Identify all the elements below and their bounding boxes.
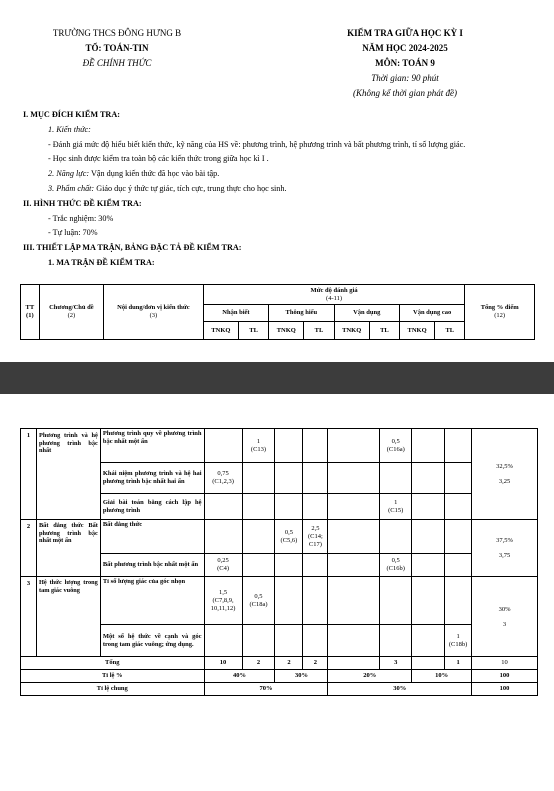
cell bbox=[303, 429, 328, 463]
tichung-total: 100 bbox=[472, 683, 538, 696]
row-2-chapter: Bất đẳng thức Bất phương trình bậc nhất một ẩn bbox=[36, 520, 100, 577]
cell bbox=[303, 577, 328, 625]
row-1-total bbox=[472, 429, 538, 520]
cell bbox=[380, 577, 412, 625]
tong-th-tl: 2 bbox=[303, 657, 328, 670]
level-nhan-biet: Nhận biết bbox=[203, 305, 268, 322]
tong-nb-tnkq: 10 bbox=[204, 657, 242, 670]
cell bbox=[412, 657, 445, 670]
cell bbox=[412, 494, 445, 520]
cell-value bbox=[242, 577, 275, 625]
cell-value bbox=[380, 554, 412, 577]
cell bbox=[242, 625, 275, 657]
section-1-3-text: Giáo dục ý thức tự giác, tích cực, trung thực cho học sinh. bbox=[94, 183, 287, 193]
section-3-title: III. THIẾT LẬP MA TRẬN, BẢNG ĐẶC TẢ ĐỀ KIỂM TRA: bbox=[23, 243, 242, 253]
row-1-tt: 1 bbox=[21, 429, 37, 520]
cell bbox=[445, 520, 472, 554]
tong-vdc-tl: 1 bbox=[445, 657, 472, 670]
cell-question: (C1,2,3) bbox=[212, 478, 234, 485]
cell bbox=[380, 463, 412, 494]
cell bbox=[380, 520, 412, 554]
tile-vd: 20% bbox=[328, 670, 412, 683]
cell bbox=[328, 657, 380, 670]
section-1-1: 1. Kiến thức: bbox=[48, 124, 91, 134]
cell-question: (C7,8,9, bbox=[212, 596, 234, 604]
cell bbox=[328, 625, 380, 657]
cell bbox=[242, 463, 275, 494]
tong-total: 10 bbox=[472, 657, 538, 670]
col-level-num: (4-11) bbox=[326, 294, 343, 302]
cell bbox=[328, 494, 380, 520]
exam-title: KIỂM TRA GIỮA HỌC KỲ I bbox=[347, 28, 463, 38]
row-3-tt: 3 bbox=[21, 577, 37, 657]
row-tichung-label: Tỉ lệ chung bbox=[21, 683, 205, 696]
cell bbox=[412, 577, 445, 625]
cell-question: (C13) bbox=[250, 445, 267, 453]
sub-tl: TL bbox=[239, 322, 269, 340]
cell-number: 1 bbox=[256, 437, 261, 445]
row-3-total-pct: 30% bbox=[498, 605, 511, 613]
section-1-2-text: Vận dụng kiến thức đã học vào bài tập. bbox=[89, 169, 220, 179]
sub-tnkq: TNKQ bbox=[334, 322, 369, 340]
cell-value bbox=[242, 429, 275, 463]
cell-value bbox=[445, 625, 472, 657]
cell bbox=[380, 625, 412, 657]
col-content bbox=[104, 285, 204, 340]
tong-nb-tl: 2 bbox=[242, 657, 275, 670]
section-2-b: - Tự luận: 70% bbox=[48, 228, 98, 238]
cell-value bbox=[380, 429, 412, 463]
cell bbox=[204, 520, 242, 554]
cell bbox=[412, 554, 445, 577]
cell bbox=[242, 520, 275, 554]
section-2-title: II. HÌNH THỨC ĐỀ KIỂM TRA: bbox=[23, 198, 142, 208]
document-body bbox=[23, 108, 538, 271]
row-3-total-pt: 3 bbox=[502, 620, 507, 628]
cell-question: (C4) bbox=[217, 565, 229, 572]
cell-value bbox=[204, 463, 242, 494]
col-chapter bbox=[39, 285, 103, 340]
school-year: NĂM HỌC 2024-2025 bbox=[362, 43, 448, 53]
col-total-num: (12) bbox=[494, 312, 506, 319]
cell bbox=[275, 554, 303, 577]
tong-th-tnkq: 2 bbox=[275, 657, 303, 670]
level-van-dung: Vận dụng bbox=[334, 305, 399, 322]
cell-number: 0,25 bbox=[217, 557, 229, 564]
time-note: (Không kể thời gian phát đề) bbox=[352, 88, 458, 98]
sub-tnkq: TNKQ bbox=[399, 322, 434, 340]
tichung-a: 70% bbox=[204, 683, 328, 696]
page-1 bbox=[0, 0, 554, 362]
row-2-tt: 2 bbox=[21, 520, 37, 577]
col-total-label: Tổng % điểm bbox=[480, 304, 519, 311]
cell-number: 0,75 bbox=[217, 470, 229, 477]
tile-vdc: 10% bbox=[412, 670, 472, 683]
cell bbox=[303, 625, 328, 657]
col-tt-num: (1) bbox=[26, 312, 34, 319]
col-tt-label: TT bbox=[25, 304, 35, 311]
row-2-total-pt: 3,75 bbox=[498, 552, 511, 559]
group-name: TỔ: TOÁN-TIN bbox=[85, 43, 149, 53]
section-1-1b: - Học sinh được kiểm tra toàn bộ các kiến thức trong giữa học kì I . bbox=[48, 154, 269, 164]
cell bbox=[204, 494, 242, 520]
col-content-num: (3) bbox=[149, 312, 158, 319]
section-1-3-label: 3. Phẩm chất: bbox=[48, 183, 95, 193]
col-level bbox=[203, 285, 465, 305]
section-1-1a: - Đánh giá mức độ hiểu biết kiến thức, kỹ năng của HS về: phương trình, hệ phương trình và bất phương trình, tỉ số lượng giác. bbox=[48, 139, 466, 149]
level-thong-hieu: Thông hiểu bbox=[269, 305, 334, 322]
cell bbox=[303, 494, 328, 520]
section-1-2 bbox=[23, 167, 538, 182]
cell bbox=[303, 463, 328, 494]
col-chapter-num: (2) bbox=[67, 312, 76, 319]
col-content-label: Nội dung/đơn vị kiến thức bbox=[117, 304, 190, 311]
page-gap bbox=[0, 362, 554, 394]
header-right bbox=[310, 26, 500, 101]
section-1-3 bbox=[23, 182, 538, 197]
cell-question: (C5,6) bbox=[280, 536, 298, 544]
cell-number: 2,5 bbox=[311, 524, 320, 532]
tong-vd-tl: 3 bbox=[380, 657, 412, 670]
sub-tl: TL bbox=[369, 322, 399, 340]
cell bbox=[445, 494, 472, 520]
cell-number: 1 bbox=[456, 632, 460, 640]
col-total bbox=[465, 285, 535, 340]
cell-number: 0,5 bbox=[254, 592, 263, 600]
row-tong-label: Tổng bbox=[21, 657, 205, 670]
row-2-total-pct: 37,5% bbox=[496, 537, 513, 544]
cell-question: (C16a) bbox=[386, 445, 405, 453]
school-name: TRƯỜNG THCS ĐÔNG HƯNG B bbox=[52, 28, 182, 38]
cell-value bbox=[204, 554, 242, 577]
row-3b-content: Một số hệ thức về cạnh và góc trong tam giác vuông; ứng dụng. bbox=[100, 625, 204, 657]
cell bbox=[412, 463, 445, 494]
cell bbox=[275, 429, 303, 463]
row-1a-content: Phương trình quy về phương trình bậc nhất một ẩn bbox=[100, 429, 204, 463]
cell-question: 10,11,12) bbox=[210, 604, 236, 612]
exam-time: Thời gian: 90 phút bbox=[371, 73, 439, 83]
cell-question: (C14; bbox=[308, 532, 323, 540]
cell-question: (C18b) bbox=[448, 640, 468, 648]
tile-nb: 40% bbox=[204, 670, 275, 683]
cell bbox=[412, 429, 445, 463]
cell bbox=[242, 554, 275, 577]
row-3a-content: Tỉ số lượng giác của góc nhọn bbox=[100, 577, 204, 625]
cell-value bbox=[380, 494, 412, 520]
cell-number: 0,5 bbox=[284, 528, 294, 536]
sub-tnkq: TNKQ bbox=[269, 322, 304, 340]
sub-tl: TL bbox=[304, 322, 334, 340]
col-chapter-label: Chương/Chủ đề bbox=[49, 304, 94, 311]
row-1-total-pct: 32,5% bbox=[496, 463, 513, 470]
row-1b-content: Khái niệm phương trình và hệ hai phương trình bậc nhất hai ẩn bbox=[100, 463, 204, 494]
cell-number: 0,5 bbox=[391, 437, 400, 445]
matrix-body-table bbox=[20, 428, 538, 696]
tichung-b: 30% bbox=[328, 683, 472, 696]
cell bbox=[275, 494, 303, 520]
section-1-title: I. MỤC ĐÍCH KIỂM TRA: bbox=[23, 110, 120, 119]
cell bbox=[445, 554, 472, 577]
cell-question: (C16b) bbox=[386, 565, 405, 572]
col-level-label: Mức độ đánh giá bbox=[310, 286, 358, 294]
row-3-chapter: Hệ thức lượng trong tam giác vuông bbox=[36, 577, 100, 657]
cell-value bbox=[275, 520, 303, 554]
cell-value bbox=[303, 520, 328, 554]
cell bbox=[445, 429, 472, 463]
cell-number: 1 bbox=[394, 498, 398, 506]
cell-question: (C15) bbox=[388, 506, 404, 514]
row-2b-content: Bất phương trình bậc nhất một ẩn bbox=[100, 554, 204, 577]
cell bbox=[328, 429, 380, 463]
header-left bbox=[22, 26, 212, 71]
row-3-total bbox=[472, 577, 538, 657]
section-2-a: - Trắc nghiệm: 30% bbox=[48, 213, 114, 223]
cell bbox=[412, 625, 445, 657]
cell bbox=[242, 494, 275, 520]
level-van-dung-cao: Vận dụng cao bbox=[399, 305, 464, 322]
cell bbox=[204, 429, 242, 463]
cell bbox=[445, 577, 472, 625]
official-label: ĐỀ CHÍNH THỨC bbox=[82, 58, 152, 68]
tile-total: 100 bbox=[472, 670, 538, 683]
row-tile-label: Tỉ lệ % bbox=[21, 670, 205, 683]
cell bbox=[445, 463, 472, 494]
cell-value bbox=[204, 577, 242, 625]
tile-th: 30% bbox=[275, 670, 328, 683]
cell-number: 0,5 bbox=[391, 557, 400, 564]
cell bbox=[204, 625, 242, 657]
cell bbox=[275, 625, 303, 657]
cell bbox=[275, 577, 303, 625]
cell bbox=[412, 520, 445, 554]
sub-tl: TL bbox=[435, 322, 465, 340]
row-1-chapter: Phương trình và hệ phương trình bậc nhất bbox=[36, 429, 100, 520]
cell-question: (C18a) bbox=[249, 600, 268, 608]
row-1-total-pt: 3,25 bbox=[498, 478, 511, 485]
cell-number: 1,5 bbox=[218, 588, 228, 596]
cell bbox=[275, 463, 303, 494]
cell bbox=[328, 463, 380, 494]
subject: MÔN: TOÁN 9 bbox=[375, 58, 435, 68]
row-1c-content: Giải bài toán bằng cách lập hệ phương trình bbox=[100, 494, 204, 520]
cell bbox=[328, 577, 380, 625]
row-2a-content: Bất đẳng thức bbox=[100, 520, 204, 554]
col-tt bbox=[21, 285, 40, 340]
section-1-2-label: 2. Năng lực: bbox=[48, 169, 90, 179]
cell bbox=[328, 554, 380, 577]
cell bbox=[303, 554, 328, 577]
matrix-header-table bbox=[20, 284, 535, 340]
row-2-total bbox=[472, 520, 538, 577]
cell-question: C17) bbox=[308, 540, 322, 548]
sub-tnkq: TNKQ bbox=[203, 322, 238, 340]
section-3-1: 1. MA TRẬN ĐỀ KIỂM TRA: bbox=[48, 257, 155, 267]
cell bbox=[328, 520, 380, 554]
